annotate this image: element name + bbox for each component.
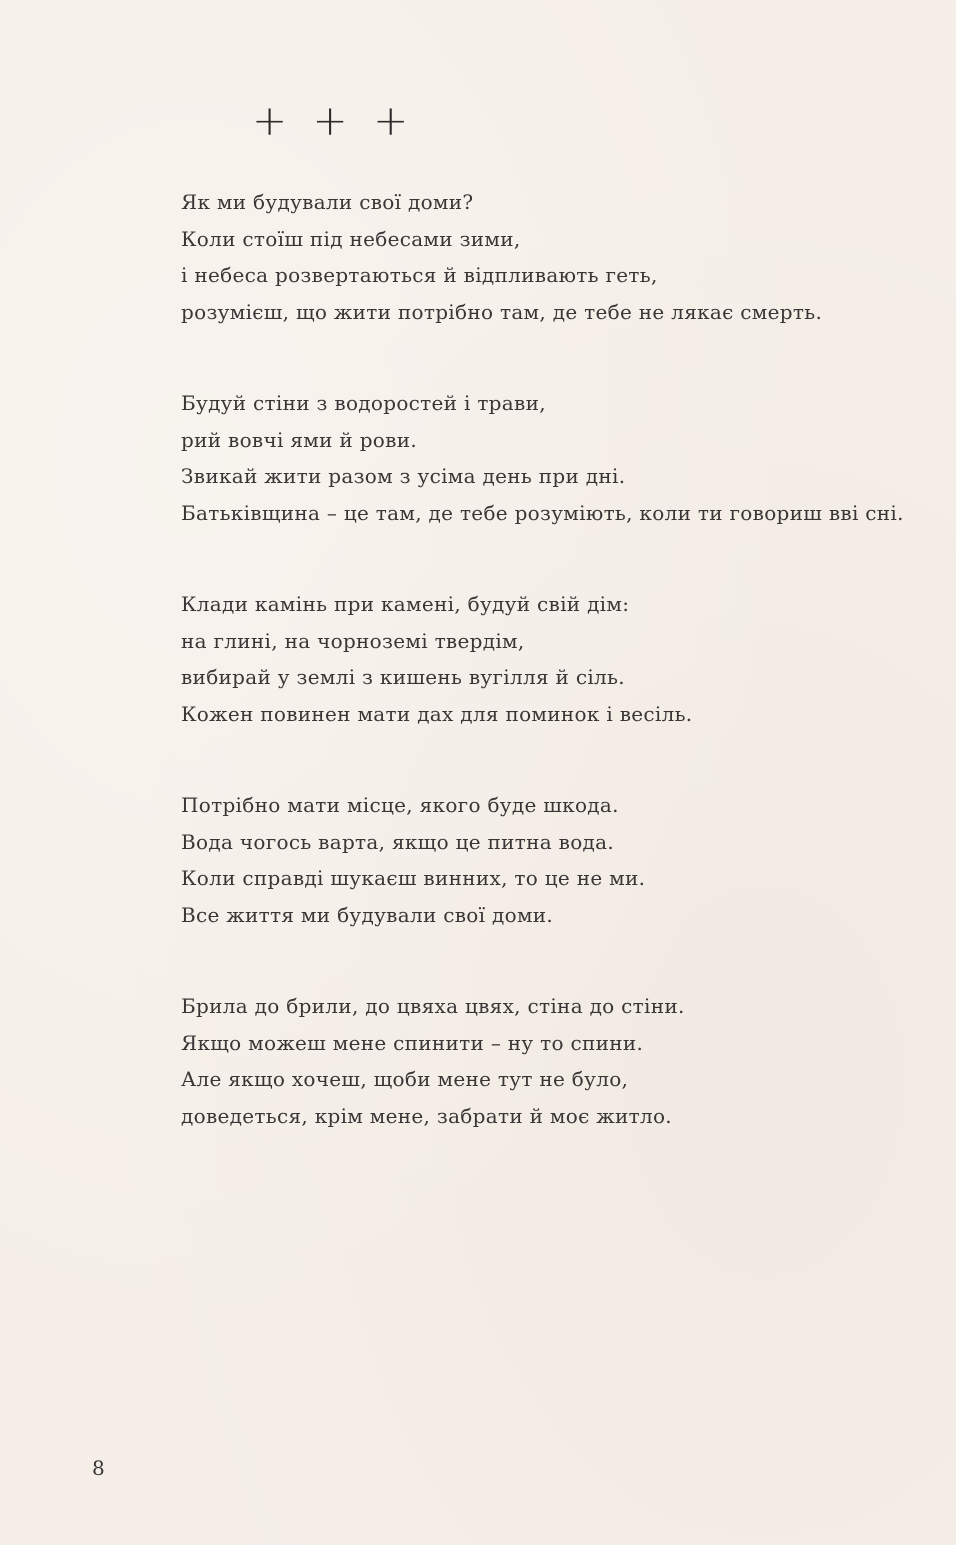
poem-line: Коли справді шукаєш винних, то це не ми. (181, 866, 646, 890)
poem-line: Коли стоїш під небесами зими, (181, 226, 521, 251)
stanza-3 (181, 586, 941, 732)
poem-line: вибирай у землі з кишень вугілля й сіль. (181, 665, 625, 689)
poem-line: Батьківщина – це там, де тебе розуміють, коли ти говориш вві сні. (181, 500, 904, 525)
poem-line: Потрібно мати місце, якого буде шкода. (181, 793, 619, 817)
poem-line: Звикай жити разом з усіма день при дні. (181, 464, 626, 488)
poem-line: на глині, на чорноземі твердім, (181, 628, 525, 653)
poem-line: і небеса розвертаються й відпливають геть, (181, 263, 658, 287)
stanza-1 (181, 184, 941, 330)
poem-line: Але якщо хочеш, щоби мене тут не було, (181, 1067, 629, 1091)
stanza-2 (181, 385, 941, 531)
poem-line: Якщо можеш мене спинити – ну то спини. (181, 1030, 644, 1055)
poem-line: розумієш, що жити потрібно там, де тебе не лякає смерть. (181, 299, 823, 324)
stanza-4 (181, 787, 941, 933)
poem-line: Будуй стіни з водоростей і трави, (181, 391, 546, 415)
poem-line: рий вовчі ями й рови. (181, 427, 417, 452)
poem-line: Як ми будували свої доми? (181, 190, 474, 214)
poem-line: Вода чогось варта, якщо це питна вода. (181, 829, 615, 854)
poem-line: доведеться, крім мене, забрати й моє житло. (181, 1103, 672, 1128)
poem-line: Все життя ми будували свої доми. (181, 902, 554, 927)
poem (181, 184, 941, 1189)
section-ornament: + + + (252, 96, 415, 145)
page-number: 8 (92, 1456, 105, 1480)
poem-line: Брила до брили, до цвяха цвях, стіна до стіни. (181, 994, 685, 1018)
stanza-5 (181, 988, 941, 1134)
poem-line: Кожен повинен мати дах для поминок і весіль. (181, 701, 693, 726)
poem-line: Клади камінь при камені, будуй свій дім: (181, 592, 630, 616)
